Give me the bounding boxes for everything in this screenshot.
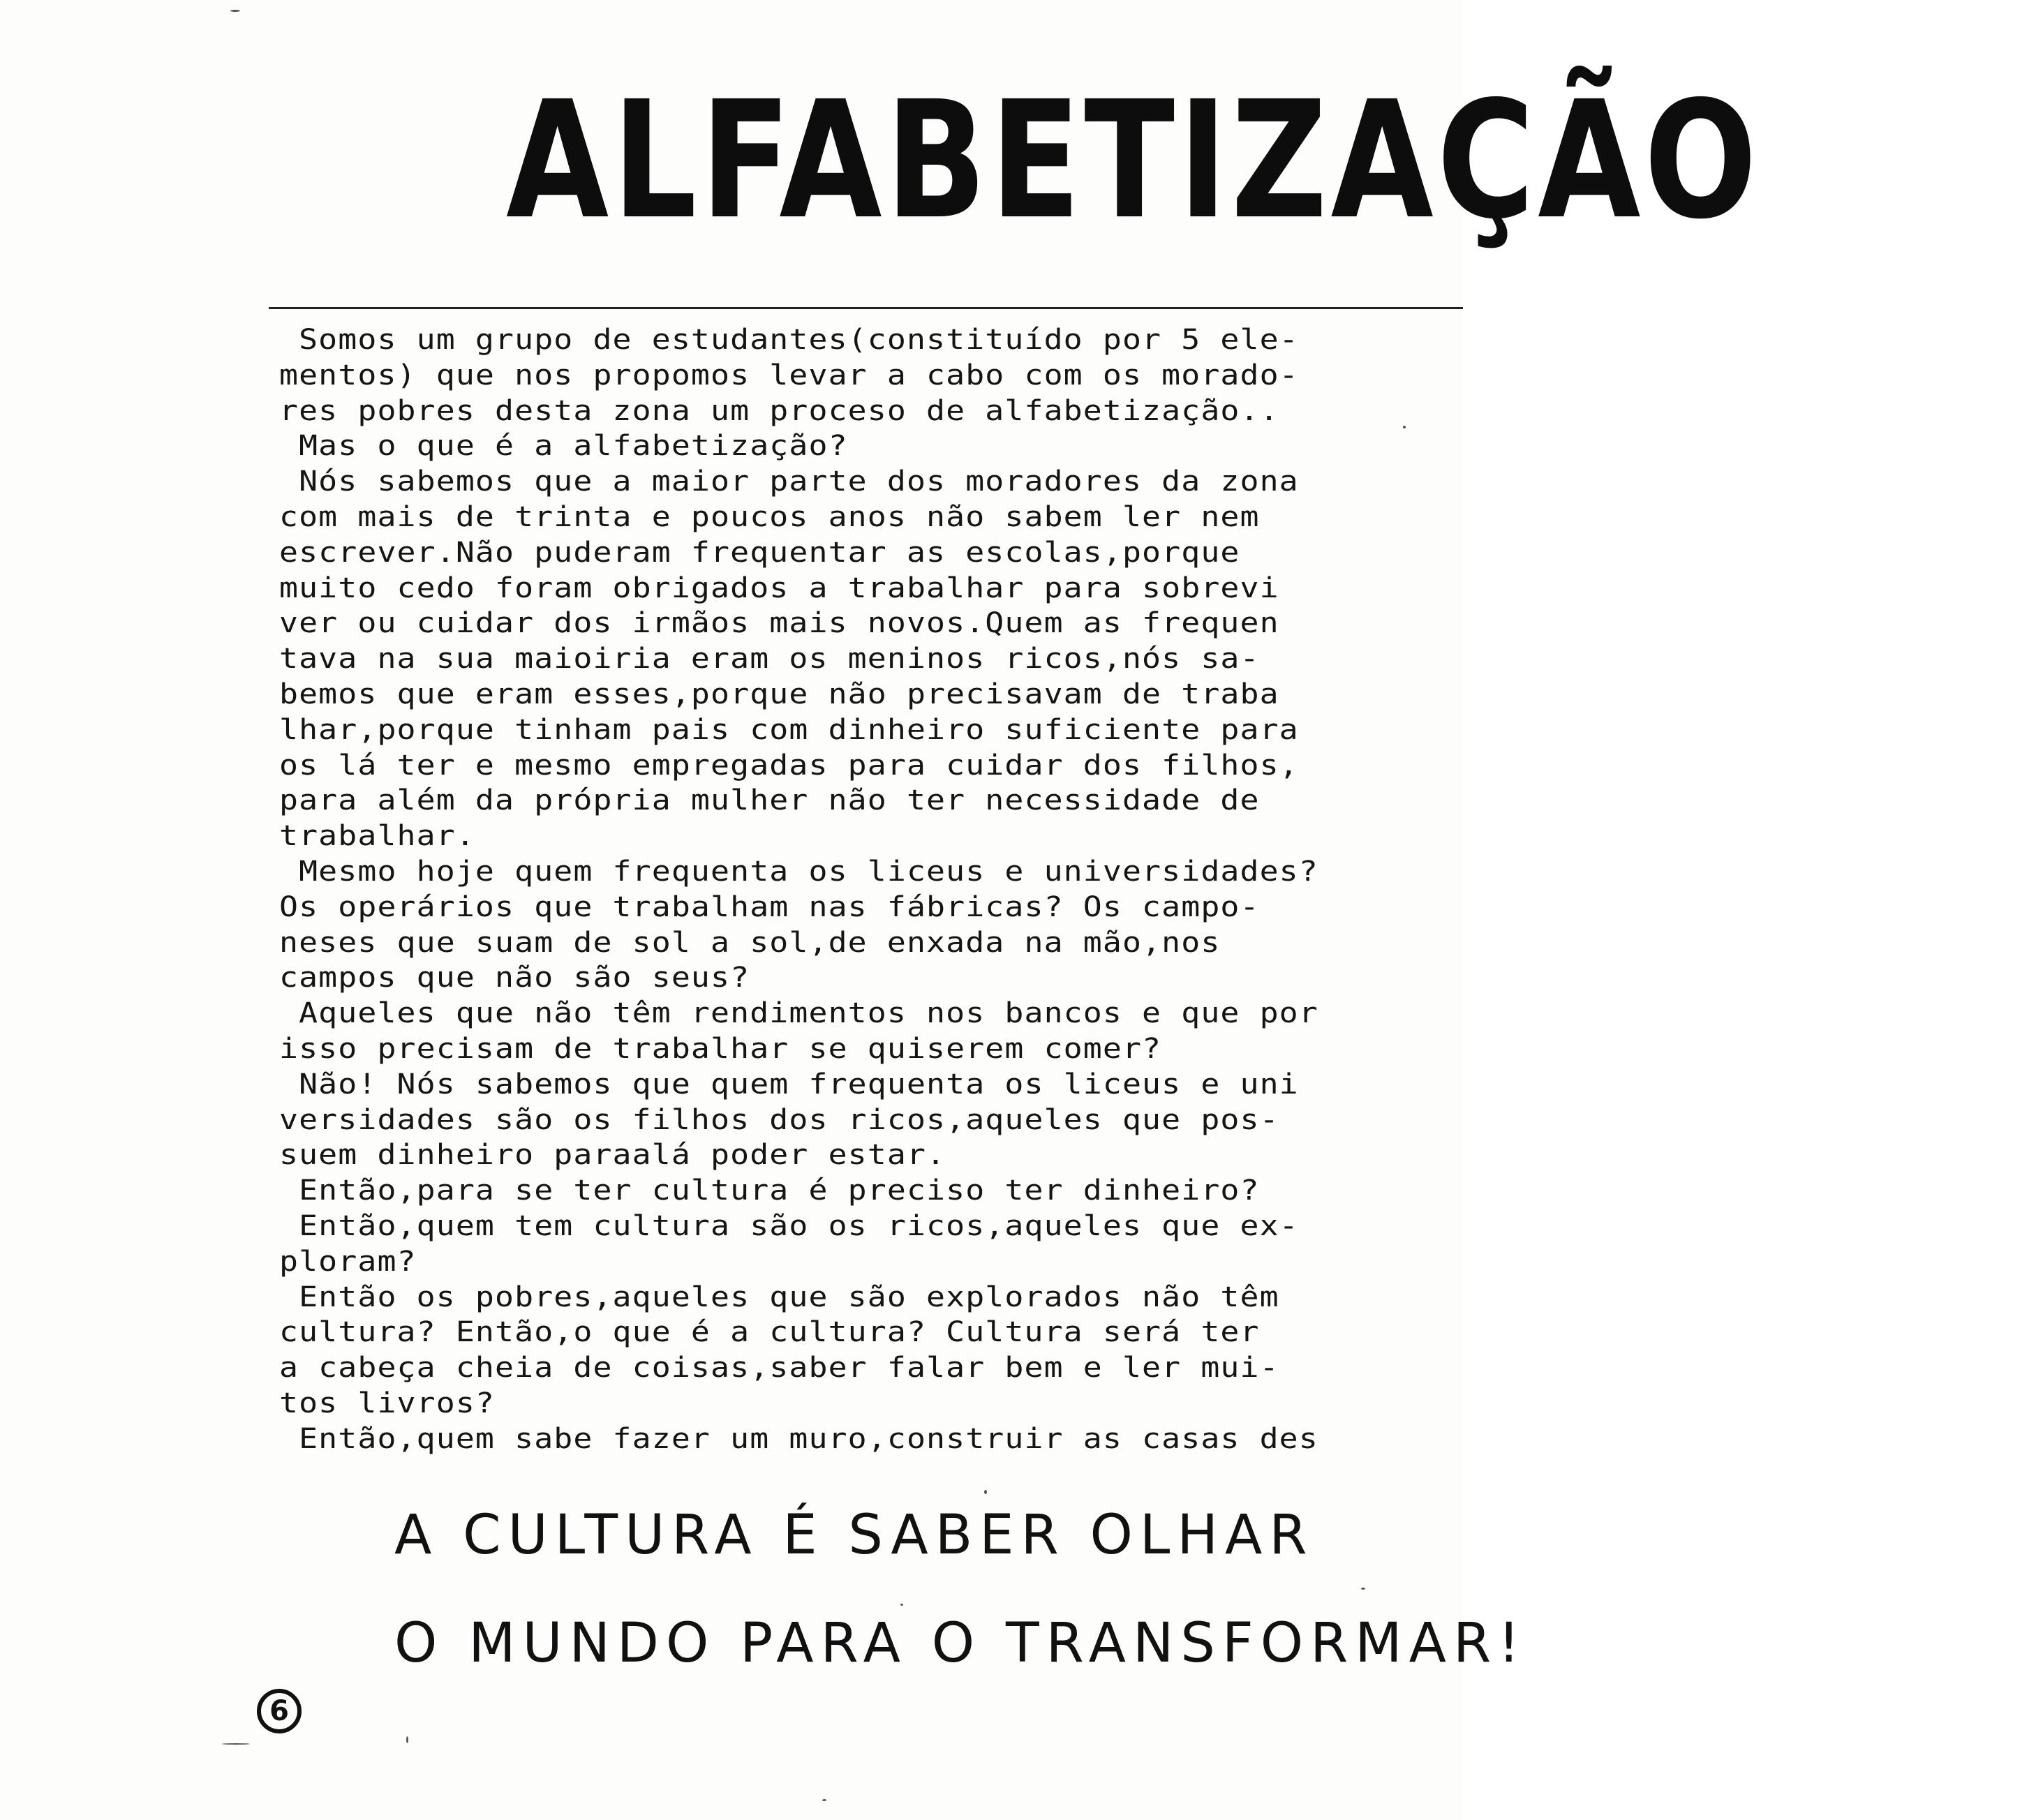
scan-speck [1403,426,1406,428]
body-line: Os operários que trabalham nas fábricas? Os campo- [279,890,1260,923]
body-line: suem dinheiro paraalá poder estar. [279,1139,946,1172]
body-line: escrever.Não puderam frequentar as escolas,porque [279,536,1240,569]
body-line: mentos) que nos propomos levar a cabo com os morado- [279,359,1299,391]
body-line: tava na sua maioiria eram os meninos ricos,nós sa- [279,643,1260,676]
body-line: res pobres desta zona um proceso de alfabetização.. [279,394,1279,427]
page-number: 6 [257,1689,302,1733]
body-line: Então os pobres,aqueles que são explorados não têm [279,1281,1279,1313]
header-rule [269,307,1463,309]
scan-speck [1361,1588,1365,1590]
body-line: lhar,porque tinham pais com dinheiro suficiente para [279,713,1299,746]
body-line: ver ou cuidar dos irmãos mais novos.Quem as frequen [279,607,1279,640]
body-line: Não! Nós sabemos que quem frequenta os liceus e uni [279,1068,1299,1101]
slogan-line-1: A CULTURA É SABER OLHAR [394,1504,1314,1567]
body-line: bemos que eram esses,porque não precisavam de traba [279,678,1279,710]
body-line: Então,quem sabe fazer um muro,construir as casas des [279,1422,1318,1455]
body-line: tos livros? [279,1387,496,1419]
body-line: Somos um grupo de estudantes(constituído por 5 ele- [279,324,1299,356]
body-line: muito cedo foram obrigados a trabalhar para sobrevi [279,572,1279,604]
body-line: ploram? [279,1245,417,1278]
scan-speck [230,10,240,12]
scan-speck [406,1736,408,1743]
body-line: para além da própria mulher não ter necessidade de [279,784,1260,817]
body-line: Mas o que é a alfabetização? [279,430,848,463]
body-line: os lá ter e mesmo empregadas para cuidar dos filhos, [279,749,1299,782]
scan-speck [984,1490,987,1494]
body-line: trabalhar. [279,820,475,853]
body-line: versidades são os filhos dos ricos,aqueles que pos- [279,1103,1279,1136]
headline-title: ALFABETIZAÇÃO [506,66,1761,255]
scan-speck [222,1743,250,1745]
body-line: a cabeça cheia de coisas,saber falar bem e ler mui- [279,1352,1279,1385]
body-line: Mesmo hoje quem frequenta os liceus e universidades? [279,855,1318,888]
body-line: Então,para se ter cultura é preciso ter dinheiro? [279,1174,1260,1207]
headline-banner [506,66,1761,255]
scan-speck [822,1799,826,1801]
body-line: campos que não são seus? [279,962,750,994]
body-line: Nós sabemos que a maior parte dos moradores da zona [279,465,1299,498]
scan-speck [900,1604,903,1606]
body-line: neses que suam de sol a sol,de enxada na mão,nos [279,926,1221,959]
body-line: cultura? Então,o que é a cultura? Cultura será ter [279,1316,1260,1349]
body-line: Então,quem tem cultura são os ricos,aqueles que ex- [279,1209,1299,1242]
body-line: isso precisam de trabalhar se quiserem comer? [279,1032,1162,1065]
body-text [279,322,1410,1457]
body-line: Aqueles que não têm rendimentos nos bancos e que por [279,997,1318,1030]
body-line: com mais de trinta e poucos anos não sabem ler nem [279,500,1260,533]
slogan-line-2: O MUNDO PARA O TRANSFORMAR! [394,1612,1527,1675]
